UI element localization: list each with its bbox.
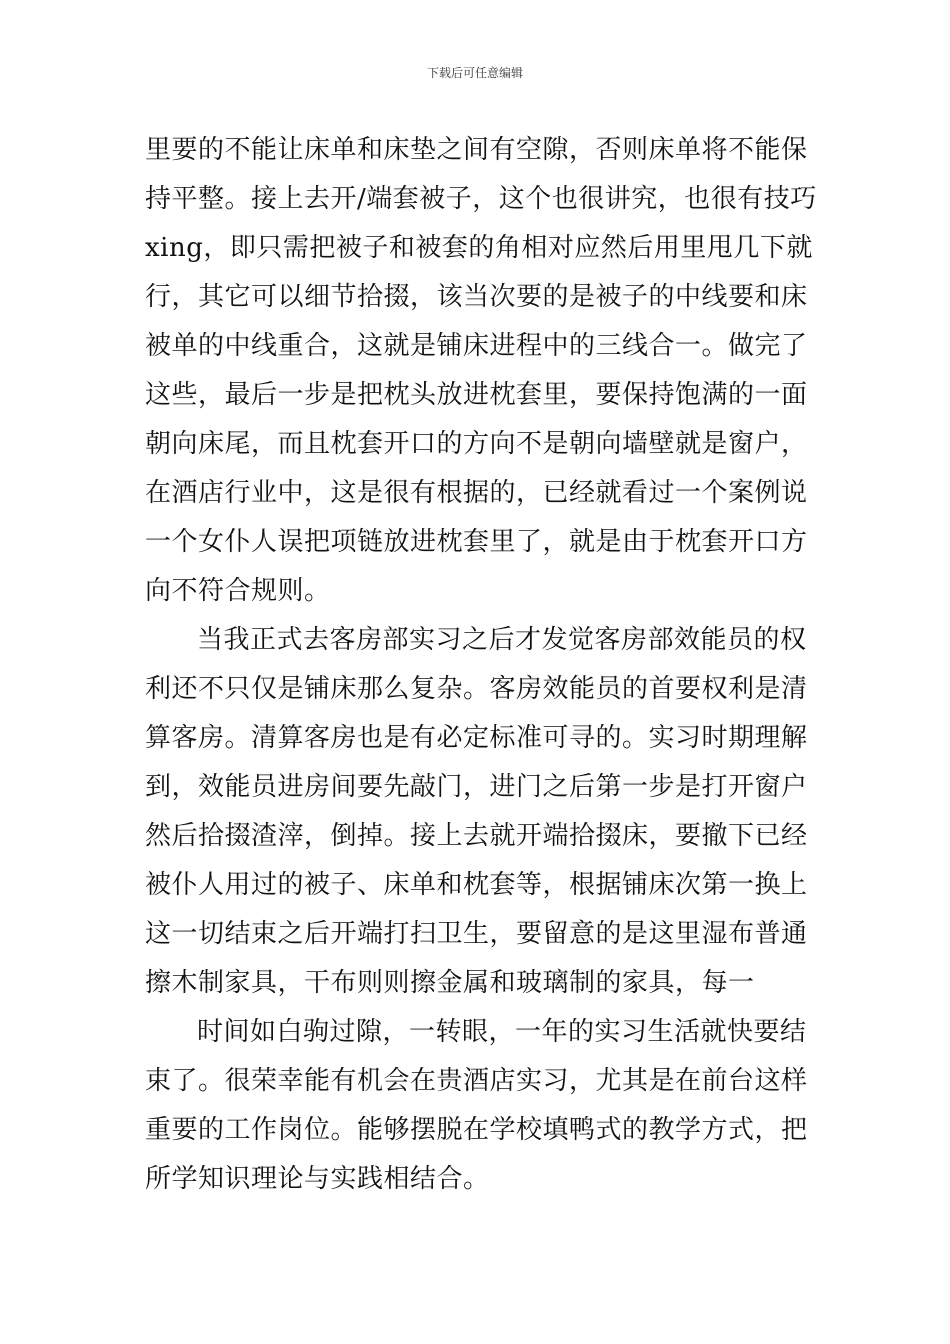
- text-line: 然后拾掇渣滓，倒掉。接上去就开端拾掇床，要撤下已经: [145, 821, 808, 851]
- text-line: 时间如白驹过隙，一转眼，一年的实习生活就快要结: [197, 1017, 807, 1047]
- paragraph-continued: [145, 126, 817, 616]
- text-line: 向不符合规则。: [145, 576, 331, 606]
- paragraph-conclusion: [145, 1008, 810, 1204]
- text-line: 擦木制家具，干布则则擦金属和玻璃制的家具，每一: [145, 968, 755, 998]
- text-line: xing，即只需把被子和被套的角相对应然后用里甩几下就: [145, 233, 813, 263]
- text-line: 被单的中线重合，这就是铺床进程中的三线合一。做完了: [145, 331, 808, 361]
- text-line: 到，效能员进房间要先敲门，进门之后第一步是打开窗户: [145, 772, 808, 802]
- text-line: 行，其它可以细节拾掇，该当次要的是被子的中线要和床: [145, 282, 808, 312]
- paragraph-housekeeping: [145, 616, 810, 1008]
- text-line: 被仆人用过的被子、床单和枕套等，根据铺床次第一换上: [145, 870, 808, 900]
- text-line: 所学知识理论与实践相结合。: [145, 1164, 490, 1194]
- text-line: 当我正式去客房部实习之后才发觉客房部效能员的权: [197, 625, 807, 655]
- text-line: 重要的工作岗位。能够摆脱在学校填鸭式的教学方式，把: [145, 1115, 808, 1145]
- document-body: [145, 126, 817, 1204]
- text-line: 朝向床尾，而且枕套开口的方向不是朝向墙壁就是窗户，: [145, 429, 808, 459]
- text-line: 利还不只仅是铺床那么复杂。客房效能员的首要权利是清: [145, 674, 808, 704]
- text-line: 在酒店行业中，这是很有根据的，已经就看过一个案例说: [145, 478, 808, 508]
- text-line: 这些，最后一步是把枕头放进枕套里，要保持饱满的一面: [145, 380, 808, 410]
- text-line: 束了。很荣幸能有机会在贵酒店实习，尤其是在前台这样: [145, 1066, 808, 1096]
- text-line: 一个女仆人误把项链放进枕套里了，就是由于枕套开口方: [145, 527, 808, 557]
- text-line: 持平整。接上去开/端套被子，这个也很讲究，也很有技巧: [145, 184, 817, 214]
- text-line: 里要的不能让床单和床垫之间有空隙，否则床单将不能保: [145, 135, 808, 165]
- page-header: 下载后可任意编辑: [426, 66, 523, 80]
- text-line: 算客房。清算客房也是有必定标准可寻的。实习时期理解: [145, 723, 808, 753]
- text-line: 这一切结束之后开端打扫卫生，要留意的是这里湿布普通: [145, 919, 808, 949]
